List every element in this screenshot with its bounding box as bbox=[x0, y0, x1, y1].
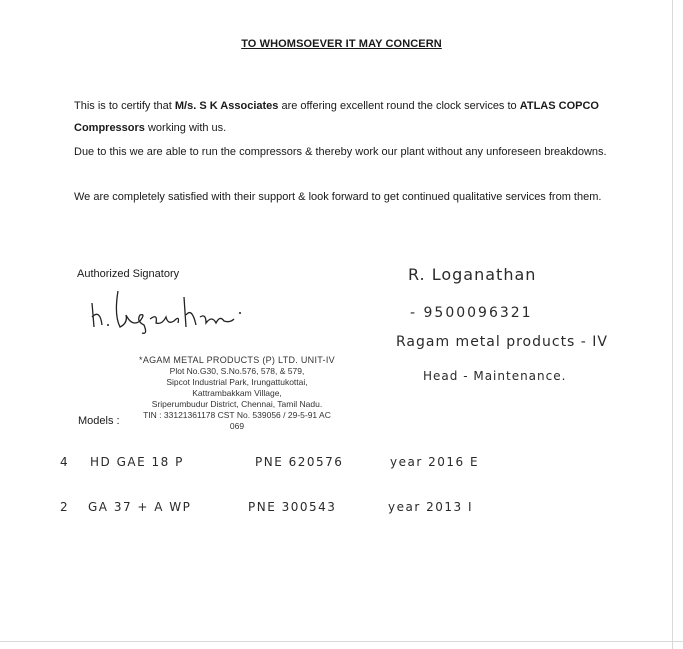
page-edge-bottom bbox=[0, 641, 683, 642]
model-row-2-model: GA 37 + A WP bbox=[88, 500, 192, 514]
stamp-line-3: Sipcot Industrial Park, Irungattukottai, bbox=[166, 377, 308, 387]
model-row-1-model: HD GAE 18 P bbox=[90, 455, 184, 469]
company-stamp bbox=[137, 355, 337, 432]
paragraph-compressors: Due to this we are able to run the compressors & thereby work our plant without any unforeseen breakdowns. bbox=[74, 146, 607, 158]
stamp-line-2: Plot No.G30, S.No.576, 578, & 579, bbox=[169, 366, 305, 376]
page-edge-right bbox=[672, 0, 673, 649]
paragraph-satisfied: We are completely satisfied with their support & look forward to get continued qualitative services from them. bbox=[74, 191, 602, 203]
handwritten-phone: - 9500096321 bbox=[410, 305, 533, 321]
stamp-line-5: Sriperumbudur District, Chennai, Tamil Nadu. bbox=[151, 399, 323, 409]
model-row-2-number: 2 bbox=[60, 500, 70, 514]
model-row-1-pne: PNE 620576 bbox=[255, 455, 344, 469]
p1-pre: This is to certify that bbox=[74, 100, 175, 112]
p1-post: working with us. bbox=[144, 122, 227, 134]
stamp-line-4: Kattrambakkam Village, bbox=[192, 388, 282, 398]
p1-client: ATLAS COPCO Compressors bbox=[74, 100, 599, 134]
model-row-2-year: year 2013 I bbox=[388, 500, 473, 514]
stamp-line-6: TIN : 33121361178 CST No. 539056 / 29-5-91 AC 069 bbox=[143, 410, 331, 431]
authorized-signatory-label: Authorized Signatory bbox=[77, 268, 180, 280]
model-row-1-year: year 2016 E bbox=[390, 455, 480, 469]
paragraph-certify bbox=[74, 95, 624, 139]
models-label: Models : bbox=[78, 415, 120, 427]
handwritten-role: Head - Maintenance. bbox=[423, 369, 567, 383]
model-row-1-number: 4 bbox=[60, 455, 70, 469]
model-row-2-pne: PNE 300543 bbox=[248, 500, 337, 514]
handwritten-signer-name: R. Loganathan bbox=[408, 265, 537, 284]
signature-left bbox=[88, 285, 248, 335]
stamp-line-1: *AGAM METAL PRODUCTS (P) LTD. UNIT-IV bbox=[139, 355, 335, 365]
handwritten-company: Ragam metal products - IV bbox=[396, 334, 609, 350]
letter-title: TO WHOMSOEVER IT MAY CONCERN bbox=[241, 38, 442, 50]
p1-company: M/s. S K Associates bbox=[174, 100, 279, 112]
p1-mid: are offering excellent round the clock services to bbox=[278, 100, 520, 112]
